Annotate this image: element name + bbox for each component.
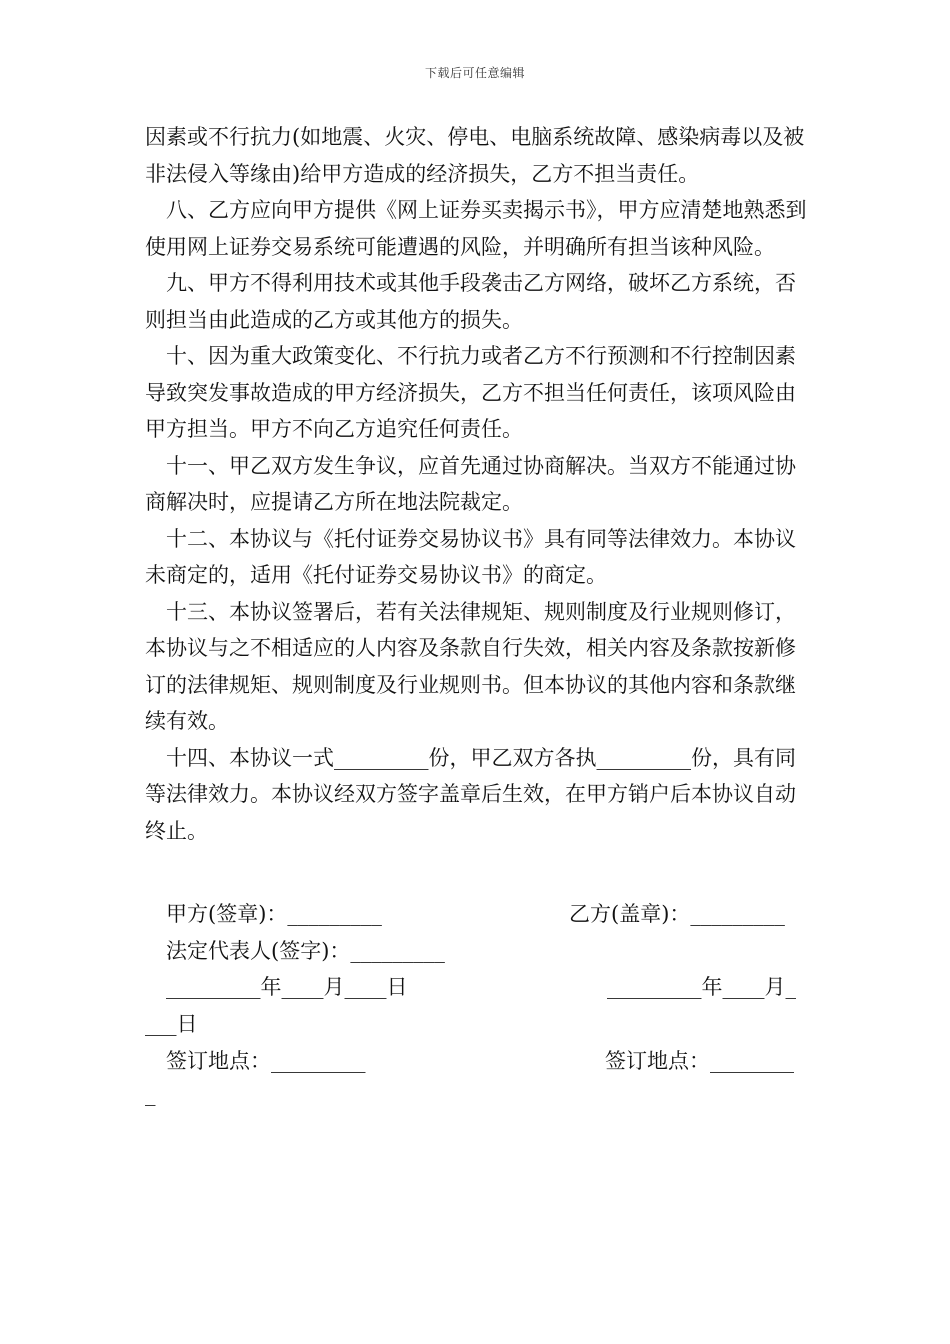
- clause-12: 十二、本协议与《托付证券交易协议书》具有同等法律效力。本协议未商定的，适用《托付证券交易协议书》的商定。: [145, 526, 796, 587]
- clause-10: 十、因为重大政策变化、不行抗力或者乙方不行预测和不行控制因素导致突发事故造成的甲方经济损失，乙方不担当任何责任，该项风险由甲方担当。甲方不向乙方追究任何责任。: [145, 344, 796, 441]
- clause-14: 十四、本协议一式_________份，甲乙双方各执_________份，具有同等法律效力。本协议经双方签字盖章后生效，在甲方销户后本协议自动终止。: [145, 745, 796, 843]
- party-b-date: _________年____月_: [607, 975, 796, 999]
- party-b-date-continued: ___日: [145, 1012, 198, 1036]
- party-b-signing-place: 签订地点：________: [605, 1049, 794, 1073]
- clause-11: 十一、甲乙双方发生争议，应首先通过协商解决。当双方不能通过协商解决时，应提请乙方所在地法院裁定。: [145, 453, 796, 514]
- agreement-body: [145, 119, 810, 849]
- clause-9: 九、甲方不得利用技术或其他手段袭击乙方网络，破坏乙方系统，否则担当由此造成的乙方或其他方的损失。: [145, 271, 796, 332]
- party-a-signing-place: 签订地点：_________: [166, 1049, 366, 1073]
- legal-representative-signature: 法定代表人(签字)：_________: [166, 939, 445, 963]
- clause-7-continued: 因素或不行抗力(如地震、火灾、停电、电脑系统故障、感染病毒以及被非法侵入等缘由)给甲方造成的经济损失，乙方不担当责任。: [145, 125, 805, 186]
- clause-13: 十三、本协议签署后，若有关法律规矩、规则制度及行业规则修订，本协议与之不相适应的人内容及条款自行失效，相关内容及条款按新修订的法律规矩、规则制度及行业规则书。但本协议的其他内容和条款继续有效。: [145, 599, 796, 733]
- party-a-date: _________年____月____日: [166, 975, 408, 999]
- party-a-signature: 甲方(签章)：_________: [166, 902, 382, 926]
- party-b-seal: 乙方(盖章)：_________: [569, 902, 785, 926]
- page-header: 下载后可任意编辑: [424, 66, 525, 80]
- party-b-signing-place-continued: _: [145, 1082, 156, 1106]
- clause-8: 八、乙方应向甲方提供《网上证券买卖揭示书》，甲方应清楚地熟悉到使用网上证券交易系统可能遭遇的风险，并明确所有担当该种风险。: [145, 198, 807, 259]
